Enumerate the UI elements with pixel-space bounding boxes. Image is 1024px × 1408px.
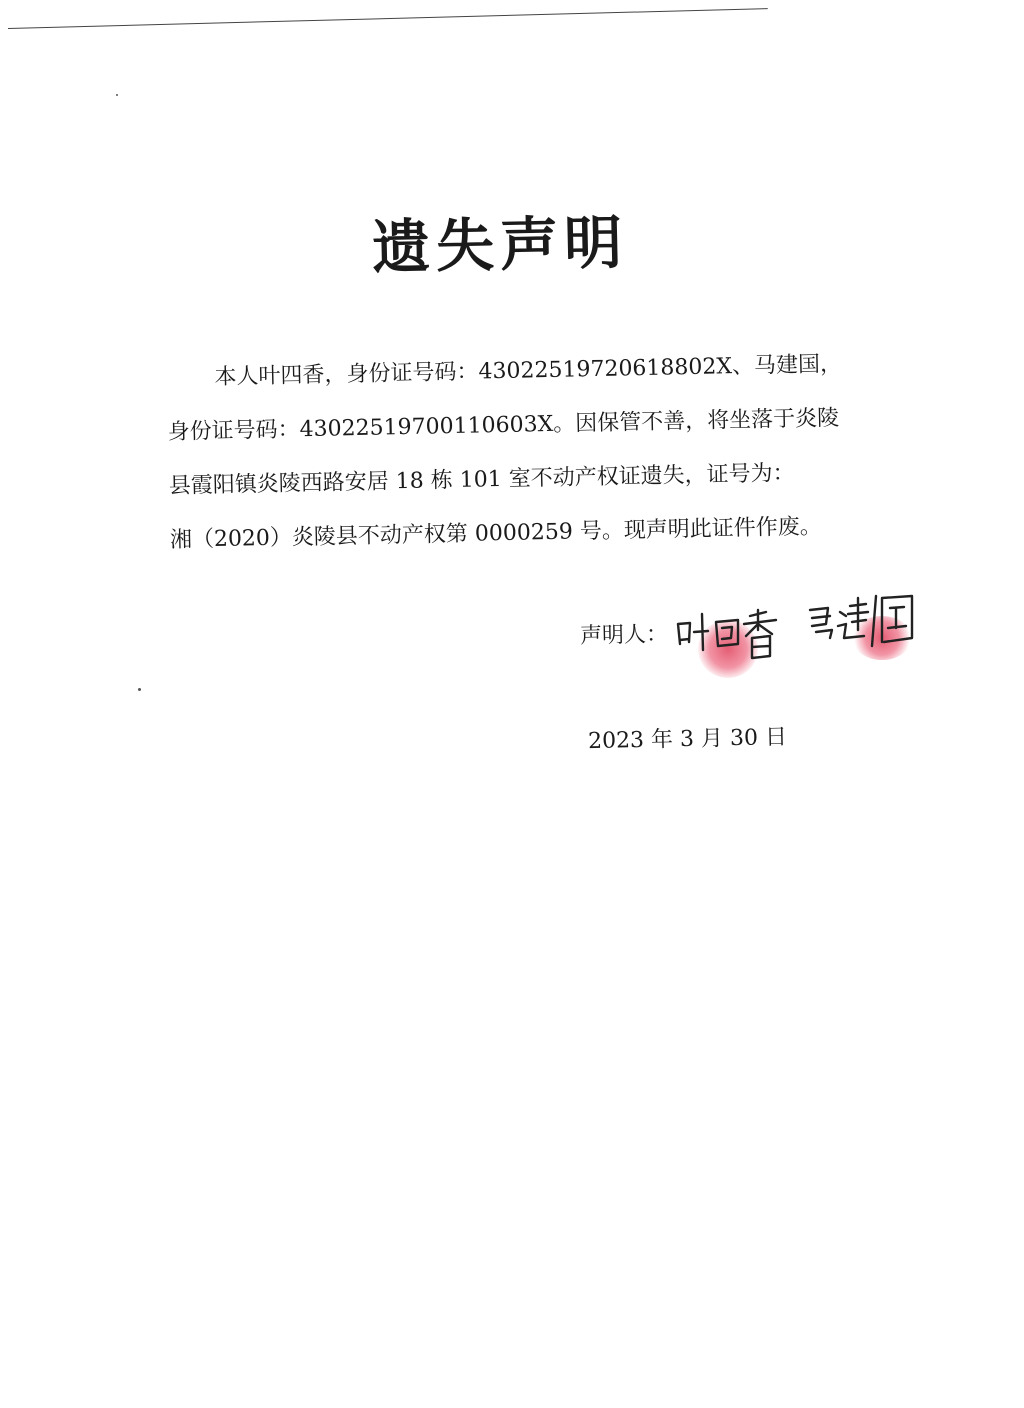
scan-edge-line <box>8 8 768 29</box>
paragraph-line: 县霞阳镇炎陵西路安居 18 栋 101 室不动产权证遗失，证号为： <box>168 460 795 499</box>
page-title: 遗失声明 <box>371 208 629 282</box>
declaration-date: 2023 年 3 月 30 日 <box>587 724 788 755</box>
paragraph-line: 湘（2020）炎陵县不动产权第 0000259 号。现声明此证件作废。 <box>169 514 823 553</box>
declarant-label: 声明人： <box>579 622 669 649</box>
declarant-line <box>580 617 669 650</box>
paragraph-line: 本人叶四香，身份证号码：43022519720618802X、马建国， <box>214 351 843 390</box>
declaration-paragraph <box>166 337 870 568</box>
scan-speck <box>138 688 141 691</box>
paragraph-line: 身份证号码：43022519700110603X。因保管不善，将坐落于炎陵 <box>167 405 840 445</box>
scan-speck <box>116 94 118 96</box>
